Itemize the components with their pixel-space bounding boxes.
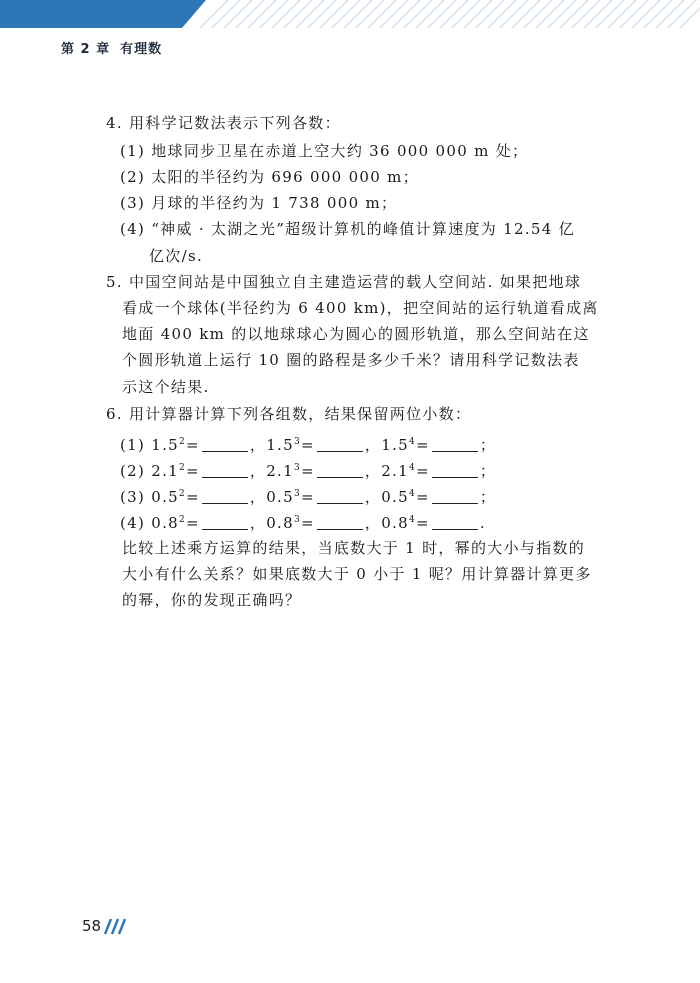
problem-6-followup-line-3: 的幂，你的发现正确吗？	[122, 591, 302, 609]
row-label: (3)	[120, 488, 146, 506]
header-band-graphic	[0, 0, 700, 28]
problem-4-item-2: (2) 太阳的半径约为 696 000 000 m；	[120, 168, 420, 186]
exponent: 2	[179, 489, 187, 499]
problem-5-line-5: 示这个结果.	[122, 378, 210, 396]
exponent: 4	[408, 463, 416, 473]
problem-4-stem: 4. 用科学记数法表示下列各数：	[106, 114, 341, 132]
row-end: .	[479, 514, 486, 532]
exponent: 2	[179, 463, 187, 473]
separator: ，	[364, 436, 382, 454]
equals-sign: =	[301, 436, 315, 454]
problem-6-followup-line-1: 比较上述乘方运算的结果，当底数大于 1 时，幂的大小与指数的	[122, 539, 586, 557]
separator: ，	[364, 488, 382, 506]
answer-blank[interactable]	[432, 488, 478, 504]
separator: ，	[249, 436, 267, 454]
base: 0.8	[381, 514, 409, 532]
separator: ，	[249, 514, 267, 532]
chapter-number: 第 2 章	[61, 42, 111, 57]
answer-blank[interactable]	[317, 514, 363, 530]
base: 0.5	[266, 488, 294, 506]
base: 0.8	[151, 514, 179, 532]
base: 1.5	[151, 436, 179, 454]
problem-4-item-4-line-1: (4) “神威 · 太湖之光”超级计算机的峰值计算速度为 12.54 亿	[120, 220, 575, 238]
base: 2.1	[266, 462, 294, 480]
row-end: ；	[479, 436, 497, 454]
base: 1.5	[266, 436, 294, 454]
exponent: 3	[293, 489, 302, 499]
exponent: 3	[293, 463, 302, 473]
answer-blank[interactable]	[317, 462, 363, 478]
base: 2.1	[151, 462, 179, 480]
separator: ，	[249, 488, 267, 506]
equals-sign: =	[301, 462, 315, 480]
base: 2.1	[381, 462, 409, 480]
problem-5-line-3: 地面 400 km 的以地球球心为圆心的圆形轨道，那么空间站在这	[122, 325, 590, 343]
row-label: (1)	[120, 436, 146, 454]
problem-6-row-4	[120, 510, 486, 533]
problem-6-stem: 6. 用计算器计算下列各组数，结果保留两位小数：	[106, 405, 472, 423]
problem-6-row-2	[120, 458, 496, 481]
problem-5-line-4: 个圆形轨道上运行 10 圈的路程是多少千米？请用科学记数法表	[122, 351, 580, 369]
base: 0.5	[151, 488, 179, 506]
exponent: 3	[293, 515, 302, 525]
exponent: 2	[179, 515, 187, 525]
exponent: 4	[408, 489, 416, 499]
answer-blank[interactable]	[432, 436, 478, 452]
separator: ，	[364, 462, 382, 480]
base: 0.8	[266, 514, 294, 532]
page-number: 58	[82, 917, 102, 935]
equals-sign: =	[301, 514, 315, 532]
problem-5-line-1: 5. 中国空间站是中国独立自主建造运营的载人空间站. 如果把地球	[106, 273, 582, 291]
problem-4-item-4-line-2: 亿次/s.	[149, 247, 204, 265]
exponent: 2	[179, 437, 187, 447]
answer-blank[interactable]	[317, 488, 363, 504]
problem-6-followup-line-2: 大小有什么关系？如果底数大于 0 小于 1 呢？用计算器计算更多	[122, 565, 592, 583]
answer-blank[interactable]	[432, 462, 478, 478]
problem-4-item-1: (1) 地球同步卫星在赤道上空大约 36 000 000 m 处；	[120, 142, 529, 160]
problem-4-item-3: (3) 月球的半径约为 1 738 000 m；	[120, 194, 398, 212]
equals-sign: =	[416, 436, 430, 454]
problem-5-line-2: 看成一个球体(半径约为 6 400 km)，把空间站的运行轨道看成离	[122, 299, 599, 317]
answer-blank[interactable]	[202, 488, 248, 504]
header-band	[0, 0, 700, 28]
row-end: ；	[479, 462, 497, 480]
answer-blank[interactable]	[317, 436, 363, 452]
equals-sign: =	[186, 462, 200, 480]
equals-sign: =	[301, 488, 315, 506]
base: 0.5	[381, 488, 409, 506]
row-label: (4)	[120, 514, 146, 532]
answer-blank[interactable]	[432, 514, 478, 530]
equals-sign: =	[186, 436, 200, 454]
separator: ，	[364, 514, 382, 532]
slash-marks-icon	[101, 917, 129, 935]
chapter-heading	[61, 38, 172, 57]
separator: ，	[249, 462, 267, 480]
exponent: 3	[293, 437, 302, 447]
answer-blank[interactable]	[202, 436, 248, 452]
problem-6-row-3	[120, 484, 496, 507]
exponent: 4	[408, 437, 416, 447]
chapter-title: 有理数	[120, 42, 163, 57]
answer-blank[interactable]	[202, 514, 248, 530]
row-end: ；	[479, 488, 497, 506]
equals-sign: =	[416, 488, 430, 506]
problem-6-row-1	[120, 432, 496, 455]
answer-blank[interactable]	[202, 462, 248, 478]
equals-sign: =	[416, 462, 430, 480]
equals-sign: =	[186, 488, 200, 506]
row-label: (2)	[120, 462, 146, 480]
exponent: 4	[408, 515, 416, 525]
base: 1.5	[381, 436, 409, 454]
equals-sign: =	[416, 514, 430, 532]
equals-sign: =	[186, 514, 200, 532]
